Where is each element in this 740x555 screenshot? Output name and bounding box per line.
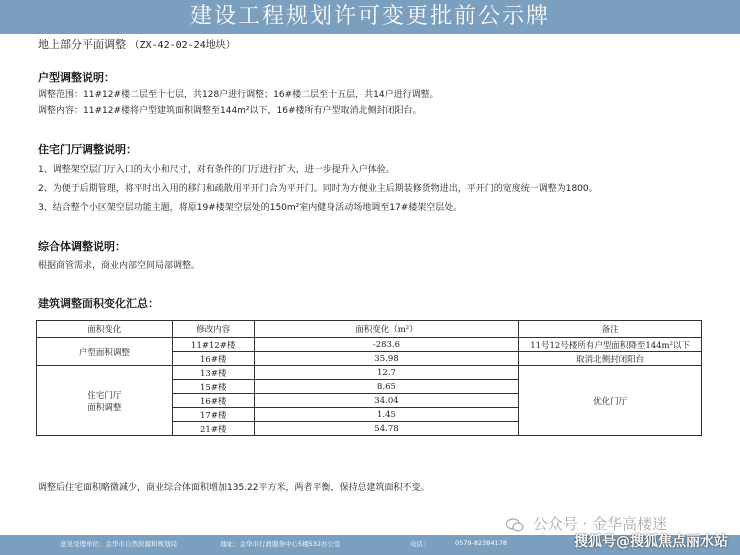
row-change: 54.78 — [254, 422, 519, 436]
header-area-change-m2: 面积变化（m²） — [254, 321, 519, 338]
subtitle — [38, 36, 236, 52]
row-change: 35.98 — [254, 352, 519, 366]
complex-line-1: 根据商管需求，商业内部空间局部调整。 — [38, 261, 201, 271]
header-modification: 修改内容 — [172, 321, 254, 338]
watermark-text: 公众号 · 金华高楼迷 — [532, 515, 668, 533]
group-label-lobby-line2: 面积调整 — [87, 402, 122, 413]
header-note: 备注 — [519, 321, 702, 338]
lobby-line-1: 1、调整架空层门厅入口的大小和尺寸，对有条件的门厅进行扩大，进一步提升入户体验。 — [38, 165, 395, 175]
row-item: 13#楼 — [172, 366, 254, 380]
subtitle-code: （ZX-42-02-24地块） — [129, 40, 236, 51]
footer-phone: 0579-82384178 — [455, 539, 507, 547]
row-item: 11#12#楼 — [172, 338, 254, 352]
footer-office: 意见受理单位：金华市自然资源和规划局 — [60, 540, 177, 548]
table-row — [37, 338, 702, 352]
wechat-icon — [506, 518, 524, 532]
unit-adjustment-heading: 户型调整说明： — [38, 71, 115, 84]
footer-address: 地址：金华市行政服务中心5楼532办公室 — [220, 540, 341, 548]
area-change-table — [36, 320, 702, 436]
complex-adjustment-heading: 综合体调整说明： — [38, 240, 126, 253]
table-header-row — [37, 321, 702, 338]
group-label-lobby — [37, 366, 173, 436]
header-area-change: 面积变化 — [37, 321, 173, 338]
footer-phone-label: 电话： — [410, 540, 430, 548]
notice-board-title: 建设工程规划许可变更批前公示牌 — [0, 0, 740, 34]
row-change: 34.04 — [254, 394, 519, 408]
row-change: 12.7 — [254, 366, 519, 380]
group-label-lobby-line1: 住宅门厅 — [87, 390, 122, 401]
summary-note: 调整后住宅面积略微减少，商业综合体面积增加135.22平方米，两者平衡，保持总建筑面积不变。 — [38, 483, 430, 493]
row-item: 16#楼 — [172, 394, 254, 408]
row-item: 15#楼 — [172, 380, 254, 394]
area-summary-heading: 建筑调整面积变化汇总： — [38, 297, 159, 310]
lobby-line-3: 3、结合整个小区架空层功能主题，将原19#楼架空层处的150m²室内健身活动场地调至17#楼架空层处。 — [38, 203, 463, 213]
lobby-line-2: 2、为便于后期管理，将平时出入用的移门和疏散用平开门合为平开门。同时为方便业主后期装修货物进出，平开门的宽度统一调整为1800。 — [38, 184, 598, 194]
row-note: 11号12号楼所有户型面积降至144m²以下 — [519, 338, 702, 352]
row-change: -283.6 — [254, 338, 519, 352]
group-note-lobby: 优化门厅 — [519, 366, 702, 436]
lobby-adjustment-heading: 住宅门厅调整说明： — [38, 143, 137, 156]
row-change: 1.45 — [254, 408, 519, 422]
row-item: 16#楼 — [172, 352, 254, 366]
sohu-watermark: 搜狐号@搜狐焦点丽水站 — [574, 534, 728, 550]
group-label-unit: 户型面积调整 — [37, 338, 173, 366]
row-item: 21#楼 — [172, 422, 254, 436]
table-row — [37, 366, 702, 380]
unit-line-2: 调整内容：11#12#楼将户型建筑面积调整至144m²以下，16#楼所有户型取消北侧封闭阳台。 — [38, 106, 422, 116]
row-change: 8.65 — [254, 380, 519, 394]
row-item: 17#楼 — [172, 408, 254, 422]
subtitle-text: 地上部分平面调整 — [38, 38, 126, 51]
row-note: 取消北侧封闭阳台 — [519, 352, 702, 366]
unit-line-1: 调整范围：11#12#楼二层至十七层，共128户进行调整；16#楼二层至十五层，共14户进行调整。 — [38, 90, 439, 100]
